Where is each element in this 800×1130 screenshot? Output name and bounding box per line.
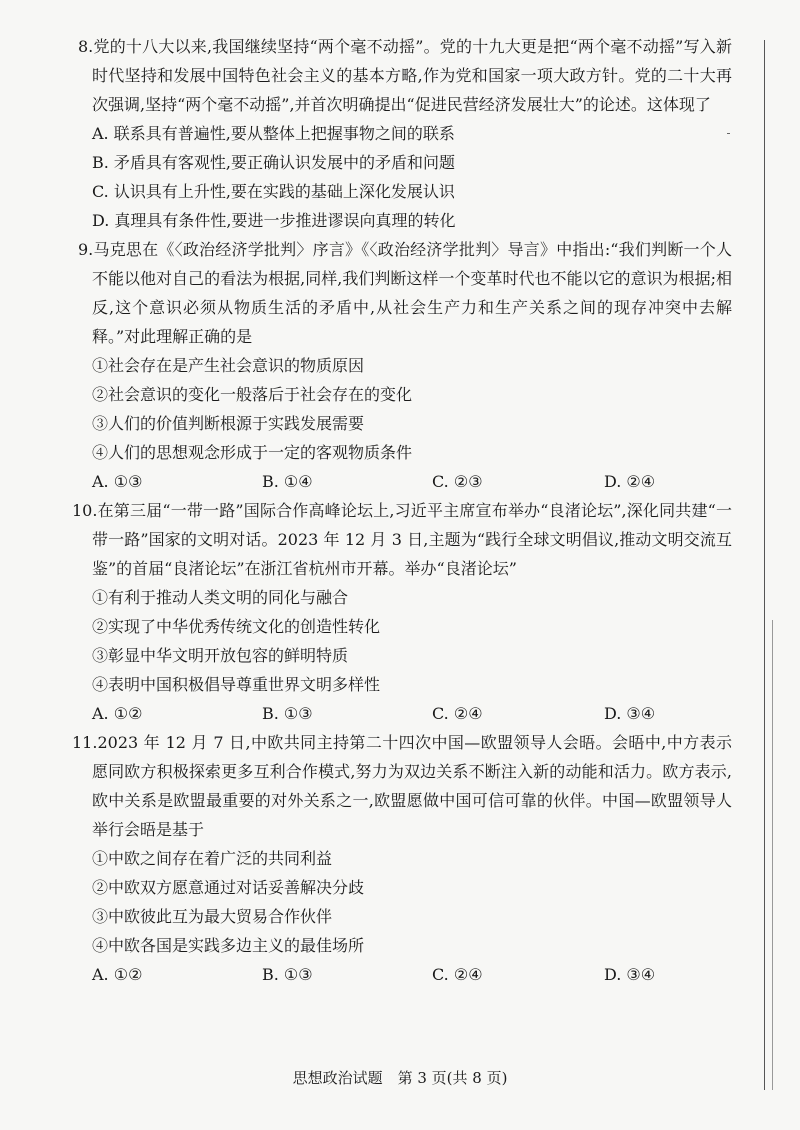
question-9-stem: [78, 235, 732, 351]
question-10: [72, 496, 732, 728]
statement-3: ③中欧彼此互为最大贸易合作伙伴: [92, 907, 333, 926]
choice-b: B. ①③: [262, 965, 313, 984]
statement-1: ①社会存在是产生社会意识的物质原因: [92, 356, 365, 375]
statement-2: ②社会意识的变化一般落后于社会存在的变化: [92, 385, 413, 404]
question-8-stem: [78, 32, 732, 119]
choice-d: D. ②④: [604, 472, 656, 491]
question-number: 9.: [78, 240, 94, 259]
choice-a: A. ①③: [92, 472, 143, 491]
question-number: 11.: [72, 733, 98, 752]
choice-b: B. ①④: [262, 472, 313, 491]
margin-rule: [764, 40, 765, 1090]
question-text: 党的十八大以来,我国继续坚持“两个毫不动摇”。党的十九大更是把“两个毫不动摇”写入新时代坚持和发展中国特色社会主义的基本方略,作为党和国家一项大政方针。党的二十大再次强调,坚持“两个毫不动摇”,并首次明确提出“促进民营经济发展壮大”的论述。这体现了: [92, 37, 732, 114]
choice-a: A. ①②: [92, 965, 143, 984]
question-10-stem: [72, 496, 732, 583]
choice-c: C. ②④: [432, 965, 483, 984]
statement-3: ③彰显中华文明开放包容的鲜明特质: [92, 646, 349, 665]
question-content: [72, 32, 732, 989]
choice-b: B. ①③: [262, 704, 313, 723]
choice-row: [92, 960, 732, 989]
choice-row: [92, 699, 732, 728]
statement-1: ①有利于推动人类文明的同化与融合: [92, 588, 349, 607]
choice-d: D. ③④: [604, 704, 656, 723]
question-text: 2023 年 12 月 7 日,中欧共同主持第二十四次中国—欧盟领导人会晤。会晤中,中方表示愿同欧方积极探索更多互利合作模式,努力为双边关系不断注入新的动能和活力。欧方表示,欧中关系是欧盟最重要的对外关系之一,欧盟愿做中国可信可靠的伙伴。中国—欧盟领导人举行会晤是基于: [92, 733, 732, 839]
statement-2: ②中欧双方愿意通过对话妥善解决分歧: [92, 878, 365, 897]
question-text: 在第三届“一带一路”国际合作高峰论坛上,习近平主席宣布举办“良渚论坛”,深化同共建“一带一路”国家的文明对话。2023 年 12 月 3 日,主题为“践行全球文明倡议,推动文明交流互鉴”的首届“良渚论坛”在浙江省杭州市开幕。举办“良渚论坛”: [92, 501, 732, 578]
choice-row: [92, 467, 732, 496]
margin-rule-secondary: [772, 620, 773, 1090]
question-number: 10.: [72, 501, 98, 520]
question-9: [78, 235, 732, 496]
option-b: B. 矛盾具有客观性,要正确认识发展中的矛盾和问题: [92, 153, 456, 172]
choice-a: A. ①②: [92, 704, 143, 723]
statement-4: ④中欧各国是实践多边主义的最佳场所: [92, 936, 365, 955]
statement-4: ④人们的思想观念形成于一定的客观物质条件: [92, 443, 413, 462]
statement-4: ④表明中国积极倡导尊重世界文明多样性: [92, 675, 381, 694]
option-c: C. 认识具有上升性,要在实践的基础上深化发展认识: [92, 182, 455, 201]
option-d: D. 真理具有条件性,要进一步推进谬误向真理的转化: [92, 211, 456, 230]
choice-d: D. ③④: [604, 965, 656, 984]
choice-c: C. ②④: [432, 704, 483, 723]
option-a: A. 联系具有普遍性,要从整体上把握事物之间的联系: [92, 124, 455, 143]
statement-3: ③人们的价值判断根源于实践发展需要: [92, 414, 365, 433]
statement-2: ②实现了中华优秀传统文化的创造性转化: [92, 617, 381, 636]
question-11: [72, 728, 732, 989]
statement-1: ①中欧之间存在着广泛的共同利益: [92, 849, 333, 868]
question-11-stem: [72, 728, 732, 844]
page-footer: 思想政治试题 第 3 页(共 8 页): [292, 1069, 508, 1087]
question-number: 8.: [78, 37, 94, 56]
choice-c: C. ②③: [432, 472, 483, 491]
question-8: [78, 32, 732, 235]
question-text: 马克思在《〈政治经济学批判〉序言》《〈政治经济学批判〉导言》中指出:“我们判断一个人不能以他对自己的看法为根据,同样,我们判断这样一个变革时代也不能以它的意识为根据;相反,这个意识必须从物质生活的矛盾中,从社会生产力和生产关系之间的现存冲突中去解释。”对此理解正确的是: [92, 240, 732, 346]
